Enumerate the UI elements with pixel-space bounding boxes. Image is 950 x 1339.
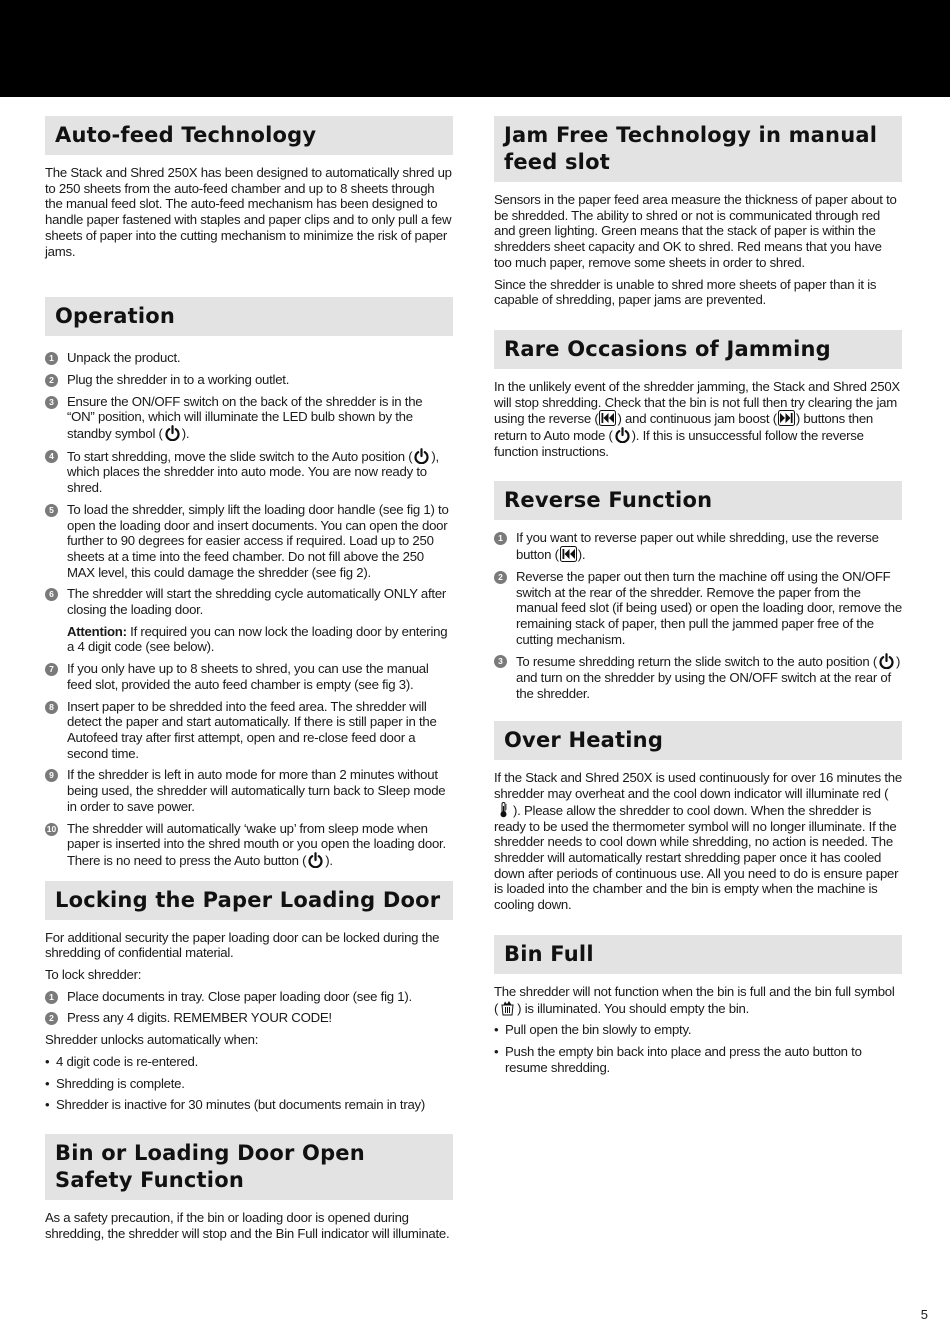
- left-column: [45, 116, 453, 1119]
- top-black-bar: [0, 0, 950, 97]
- step-number: 6: [45, 588, 58, 601]
- right-column: [494, 116, 902, 1081]
- reverse-step-2: 2 Reverse the paper out then turn the machine off using the ON/OFF switch at the rear of the shredder. Remove the paper from the manual feed slot (if being used) or open the loading door, remove the remaining stack of paper, then pull the jammed paper free of the cutting mechanism.: [494, 569, 902, 648]
- attention-note: Attention: If required you can now lock the loading door by entering a 4 digit code (see below).: [67, 623, 448, 655]
- bin-full-icon: [499, 1000, 516, 1016]
- safety-body: As a safety precaution, if the bin or loading door is opened during shredding, the shredder will stop and the Bin Full indicator will illuminate.: [45, 1210, 450, 1241]
- power-icon: [413, 448, 430, 464]
- operation-step-1: 1 Unpack the product.: [45, 350, 453, 366]
- locking-unlocks: Shredder unlocks automatically when:: [45, 1032, 259, 1048]
- binfull-body: The shredder will not function when the bin is full and the bin full symbol ( ) is illuminated. You should empty the bin.: [494, 983, 895, 1016]
- step-number: 7: [45, 663, 58, 676]
- overheat-heading: Over Heating: [494, 721, 902, 760]
- operation-heading: Operation: [45, 297, 453, 336]
- autofeed-heading: Auto-feed Technology: [45, 116, 453, 155]
- jam-boost-icon: [778, 410, 795, 426]
- operation-step-8: 8 Insert paper to be shredded into the feed area. The shredder will detect the paper and start automatically. If there is still paper in the Autofeed tray after first attempt, open and re-close feed door a second time.: [45, 699, 453, 762]
- operation-step-7: 7 If you only have up to 8 sheets to shred, you can use the manual feed slot, provided the auto feed chamber is empty (see fig 3).: [45, 661, 453, 692]
- step-number: 1: [45, 352, 58, 365]
- jamfree-p2: Since the shredder is unable to shred more sheets of paper than it is capable of shredding, paper jams are prevented.: [494, 276, 877, 308]
- safety-heading: Bin or Loading Door Open Safety Function: [45, 1134, 453, 1200]
- operation-step-10: 10 The shredder will automatically ‘wake up’ from sleep mode when paper is inserted into the shred mouth or you open the loading door. There is no need to press the Auto button ( ).: [46, 820, 446, 868]
- operation-step-9: 9 If the shredder is left in auto mode for more than 2 minutes without being used, the shredder will automatically turn back to Sleep mode in order to save power.: [45, 767, 453, 814]
- jamfree-p1: Sensors in the paper feed area measure the thickness of paper about to be shredded. The ability to shred or not is communicated through red and green lighting. Green means that the stack of paper is within the shredders sheet capacity and OK to shred. Red means that you have too much paper, remove some sheets in order to shred.: [494, 192, 897, 270]
- step-number: 2: [494, 571, 507, 584]
- step-number: 2: [45, 374, 58, 387]
- unlock-bullet: • Shredder is inactive for 30 minutes (but documents remain in tray): [45, 1097, 453, 1113]
- operation-step-5: 5 To load the shredder, simply lift the loading door handle (see fig 1) to open the loading door and insert documents. You can open the door further to 90 degrees for easier access if required. Load up to 250 sheets at a time into the feed chamber. Do not fill above the 250 MAX level, this could damage the shredder (see fig 2).: [45, 502, 453, 581]
- step-number: 9: [45, 769, 58, 782]
- locking-intro: For additional security the paper loading door can be locked during the shredding of confidential material.: [45, 929, 440, 961]
- rare-body: In the unlikely event of the shredder jamming, the Stack and Shred 250X will stop shredding. Check that the bin is not full then try clearing the jam using the reverse ( ) and continuous jam boost ( ) buttons then return to Auto mode ( ). If this is unsuccessful follow the reverse function instructions.: [494, 378, 900, 459]
- power-icon: [307, 852, 324, 868]
- locking-step-2: 2 Press any 4 digits. REMEMBER YOUR CODE!: [45, 1010, 453, 1026]
- unlock-bullet: • 4 digit code is re-entered.: [45, 1054, 453, 1070]
- step-number: 4: [45, 450, 58, 463]
- autofeed-body: The Stack and Shred 250X has been designed to automatically shred up to 250 sheets from the auto-feed chamber and up to 8 sheets through the manual feed slot. The auto-feed mechanism has been designed to handle paper fastened with staples and paper clips and to only pull a few sheets of paper into the cutting mechanism to minimize the risk of paper jams.: [45, 165, 452, 259]
- power-icon: [164, 425, 181, 441]
- operation-step-2: 2 Plug the shredder in to a working outlet.: [45, 372, 453, 388]
- step-number: 3: [45, 396, 58, 409]
- reverse-heading: Reverse Function: [494, 481, 902, 520]
- locking-step-1: 1 Place documents in tray. Close paper loading door (see fig 1).: [45, 989, 453, 1005]
- power-icon: [614, 427, 631, 443]
- reverse-step-1: 1 If you want to reverse paper out while shredding, use the reverse button ( ).: [494, 530, 902, 562]
- step-number: 1: [494, 532, 507, 545]
- reverse-icon: [560, 546, 577, 562]
- unlock-bullet: • Shredding is complete.: [45, 1076, 453, 1092]
- page-number: 5: [920, 1307, 928, 1322]
- step-number: 1: [45, 991, 58, 1004]
- step-number: 2: [45, 1012, 58, 1025]
- overheat-body: If the Stack and Shred 250X is used continuously for over 16 minutes the shredder may overheat and the cool down indicator will illuminate red ( ). Please allow the shredder to cool down. When the shredder is ready to be used the thermometer symbol will no longer illuminate. If the shredder needs to cool down while shredding, no action is needed. The shredder will automatically restart shredding paper once it has cooled down after periods of continuous use. All you need to do is ensure paper is loaded into the chamber and the bin is empty when the machine is cooling down.: [494, 770, 902, 913]
- step-number: 8: [45, 701, 58, 714]
- operation-step-4: 4 To start shredding, move the slide switch to the Auto position ( ), which places the shredder into auto mode. You are now ready to shred.: [45, 448, 453, 496]
- locking-heading: Locking the Paper Loading Door: [45, 881, 453, 920]
- reverse-icon: [599, 410, 616, 426]
- thermometer-icon: [495, 802, 512, 818]
- binfull-heading: Bin Full: [494, 935, 902, 974]
- reverse-step-3: 3 To resume shredding return the slide switch to the auto position ( ) and turn on the shredder by using the ON/OFF switch at the rear of the shredder.: [494, 653, 902, 701]
- rare-heading: Rare Occasions of Jamming: [494, 330, 902, 369]
- step-number: 10: [46, 823, 57, 834]
- jamfree-heading: Jam Free Technology in manual feed slot: [494, 116, 902, 182]
- binfull-bullet: • Push the empty bin back into place and press the auto button to resume shredding.: [494, 1044, 902, 1075]
- operation-step-6: 6 The shredder will start the shredding cycle automatically ONLY after closing the loading door.: [45, 586, 453, 617]
- step-number: 5: [45, 504, 58, 517]
- binfull-bullet: • Pull open the bin slowly to empty.: [494, 1022, 902, 1038]
- step-number: 3: [494, 655, 507, 668]
- power-icon: [878, 653, 895, 669]
- operation-step-3: 3 Ensure the ON/OFF switch on the back of the shredder is in the “ON” position, which will illuminate the LED bulb shown by the standby symbol ( ).: [45, 394, 453, 442]
- locking-to-lock: To lock shredder:: [45, 967, 142, 983]
- safety-section: [45, 1134, 453, 1247]
